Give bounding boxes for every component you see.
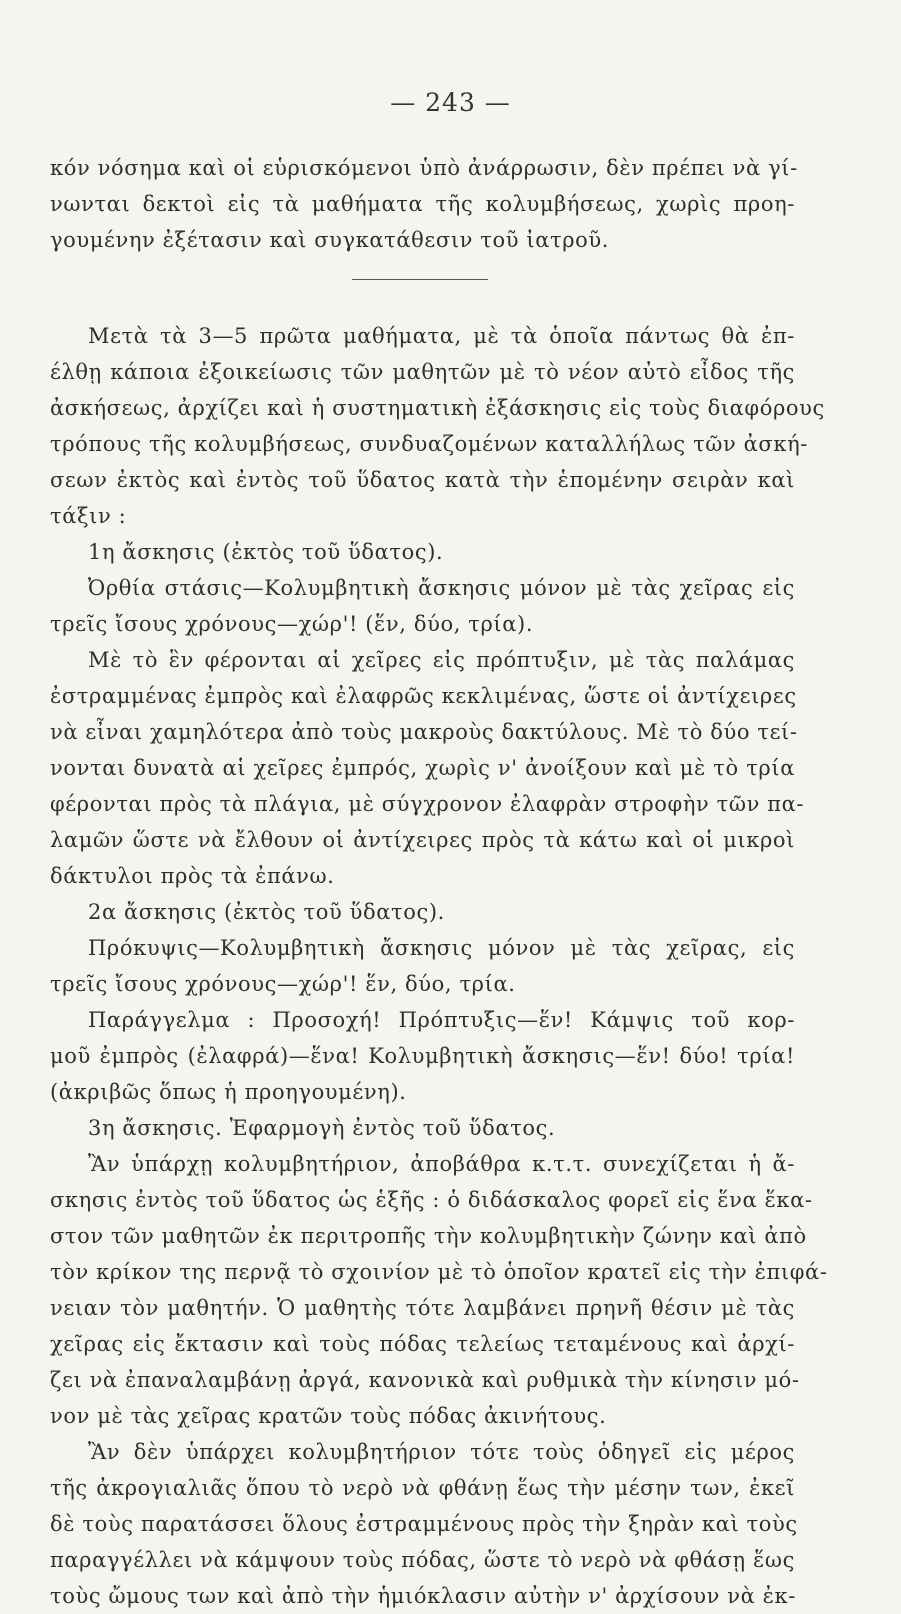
text-line: Μετὰ τὰ 3—5 πρῶτα μαθήματα, μὲ τὰ ὁποῖα πάντως θὰ ἐπ- (88, 324, 795, 348)
text-line: τρόπους τῆς κολυμβήσεως, συνδυαζομένων καταλλήλως τῶν ἀσκή- (50, 432, 808, 456)
text-line: Μὲ τὸ ἓν φέρονται αἱ χεῖρες εἰς πρόπτυξιν, μὲ τὰς παλάμας (88, 648, 795, 672)
text-line: τρεῖς ἴσους χρόνους—χώρ'! (ἕν, δύο, τρία). (50, 612, 534, 636)
text-line: γουμένην ἐξέτασιν καὶ συγκατάθεσιν τοῦ ἰατροῦ. (50, 228, 610, 252)
text-line: νὰ εἶναι χαμηλότερα ἀπὸ τοὺς μακροὺς δακτύλους. Μὲ τὸ δύο τεί- (50, 720, 798, 744)
text-line: 1η ἄσκησις (ἐκτὸς τοῦ ὕδατος). (88, 540, 444, 564)
section-divider (352, 279, 488, 280)
page-number-header: — 243 — (390, 88, 511, 117)
text-line: Ὀρθία στάσις—Κολυμβητικὴ ἄσκησις μόνον μὲ τὰς χεῖρας εἰς (88, 576, 795, 600)
top-paragraph (50, 150, 798, 258)
text-line: Πρόκυψις—Κολυμβητικὴ ἄσκησις μόνον μὲ τὰς χεῖρας, εἰς (88, 936, 795, 960)
text-line: σκησις ἐντὸς τοῦ ὕδατος ὡς ἑξῆς : ὁ διδάσκαλος φορεῖ εἰς ἕνα ἕκα- (50, 1188, 813, 1212)
text-line: χεῖρας εἰς ἔκτασιν καὶ τοὺς πόδας τελείως τεταμένους καὶ ἀρχί- (50, 1332, 795, 1356)
text-line: νον μὲ τὰς χεῖρας κρατῶν τοὺς πόδας ἀκινήτους. (50, 1404, 607, 1428)
text-line: δὲ τοὺς παρατάσσει ὅλους ἐστραμμένους πρὸς τὴν ξηρὰν καὶ τοὺς (50, 1512, 798, 1536)
text-line: νονται δυνατὰ αἱ χεῖρες ἐμπρός, χωρὶς ν' ἀνοίξουν καὶ μὲ τὸ τρία (50, 756, 795, 780)
text-line: παραγγέλλει νὰ κάμψουν τοὺς πόδας, ὥστε τὸ νερὸ νὰ φθάσῃ ἕως (50, 1548, 795, 1572)
text-line: 3η ἄσκησις. Ἐφαρμογὴ ἐντὸς τοῦ ὕδατος. (88, 1116, 556, 1140)
text-line: δάκτυλοι πρὸς τὰ ἐπάνω. (50, 864, 335, 888)
text-line: 2α ἄσκησις (ἐκτὸς τοῦ ὕδατος). (88, 900, 445, 924)
text-line: νωνται δεκτοὶ εἰς τὰ μαθήματα τῆς κολυμβήσεως, χωρὶς προη- (50, 192, 795, 216)
text-line: σεων ἐκτὸς καὶ ἐντὸς τοῦ ὕδατος κατὰ τὴν ἑπομένην σειρὰν καὶ (50, 468, 795, 492)
text-line: τάξιν : (50, 504, 127, 528)
text-line: Ἂν ὑπάρχῃ κολυμβητήριον, ἀποβάθρα κ.τ.τ. συνεχίζεται ἡ ἄ- (88, 1152, 795, 1176)
text-line: νειαν τὸν μαθητήν. Ὁ μαθητὴς τότε λαμβάνει πρηνῆ θέσιν μὲ τὰς (50, 1296, 795, 1320)
text-line: τοὺς ὤμους των καὶ ἀπὸ τὴν ἡμιόκλασιν αὐτὴν ν' ἀρχίσουν νὰ ἐκ- (50, 1584, 796, 1608)
text-line: τρεῖς ἴσους χρόνους—χώρ'! ἕν, δύο, τρία. (50, 972, 516, 996)
text-line: ἀσκήσεως, ἀρχίζει καὶ ἡ συστηματικὴ ἐξάσκησις εἰς τοὺς διαφόρους (50, 396, 825, 420)
text-line: ἐστραμμένας ἐμπρὸς καὶ ἐλαφρῶς κεκλιμένας, ὥστε οἱ ἀντίχειρες (50, 684, 797, 708)
text-line: τῆς ἀκρογιαλιᾶς ὅπου τὸ νερὸ νὰ φθάνῃ ἕως τὴν μέσην των, ἐκεῖ (50, 1476, 795, 1500)
text-line: Παράγγελμα : Προσοχή! Πρόπτυξις—ἕν! Κάμψις τοῦ κορ- (88, 1008, 795, 1032)
text-line: τὸν κρίκον της περνᾷ τὸ σχοινίον μὲ τὸ ὁποῖον κρατεῖ εἰς τὴν ἐπιφά- (50, 1260, 828, 1284)
text-line: Ἂν δὲν ὑπάρχει κολυμβητήριον τότε τοὺς ὁδηγεῖ εἰς μέρος (88, 1440, 795, 1464)
text-line: φέρονται πρὸς τὰ πλάγια, μὲ σύγχρονον ἐλαφρὰν στροφὴν τῶν πα- (50, 792, 805, 816)
text-line: κόν νόσημα καὶ οἱ εὑρισκόμενοι ὑπὸ ἀνάρρωσιν, δὲν πρέπει νὰ γί- (50, 156, 798, 180)
text-line: μοῦ ἐμπρὸς (ἐλαφρά)—ἕνα! Κολυμβητικὴ ἄσκησις—ἕν! δύο! τρία! (50, 1044, 795, 1068)
text-line: έλθῃ κάποια ἐξοικείωσις τῶν μαθητῶν μὲ τὸ νέον αὐτὸ εἶδος τῆς (50, 360, 795, 384)
text-line: λαμῶν ὥστε νὰ ἔλθουν οἱ ἀντίχειρες πρὸς τὰ κάτω καὶ οἱ μικροὶ (50, 828, 795, 852)
main-text (50, 318, 828, 1614)
text-line: (ἀκριβῶς ὅπως ἡ προηγουμένη). (50, 1080, 407, 1104)
text-line: στον τῶν μαθητῶν ἐκ περιτροπῆς τὴν κολυμβητικὴν ζώνην καὶ ἀπὸ (50, 1224, 807, 1248)
text-line: ζει νὰ ἐπαναλαμβάνῃ ἀργά, κανονικὰ καὶ ρυθμικὰ τὴν κίνησιν μό- (50, 1368, 800, 1392)
